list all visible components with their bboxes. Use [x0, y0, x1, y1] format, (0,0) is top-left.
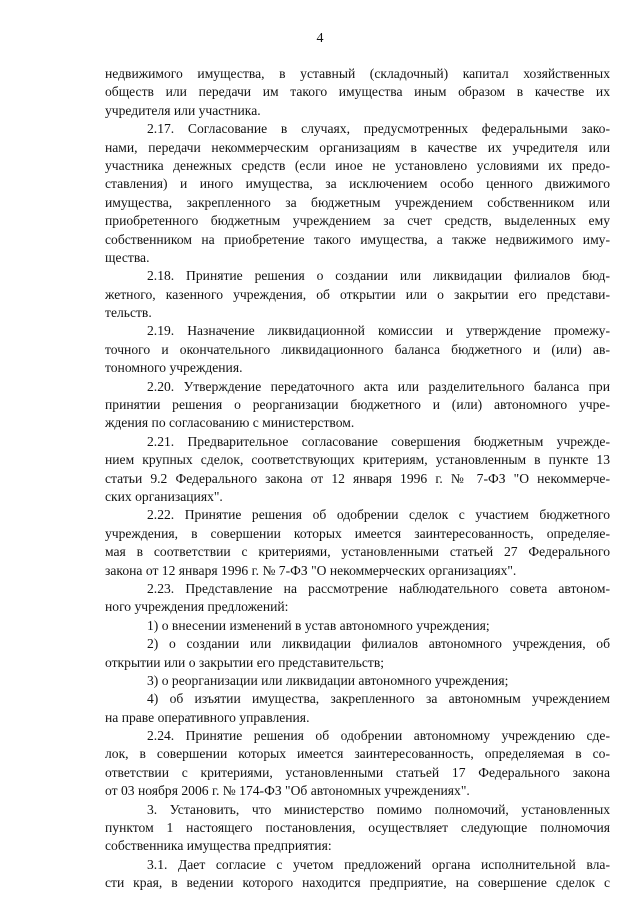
- text-line: закона от 12 января 1996 г. № 7-ФЗ "О некоммерческих организациях".: [105, 562, 517, 578]
- text-line: ских организациях".: [105, 488, 223, 504]
- text-line: имущества, закрепленного за бюджетным учреждением собственником или: [105, 194, 610, 210]
- text-line: принятии решения о реорганизации бюджетного и (или) автономного учре-: [105, 397, 610, 413]
- text-line: 2.18. Принятие решения о создании или ликвидации филиалов бюд-: [147, 268, 610, 284]
- text-line: 3. Установить, что министерство помимо полномочий, установленных: [147, 801, 610, 817]
- text-line: нием крупных сделок, соответствующих критериям, установленным в пункте 13: [105, 452, 610, 468]
- text-line: щества.: [105, 249, 150, 265]
- text-line: сти края, в ведении которого находится предприятие, на совершение сделок с: [105, 875, 610, 891]
- document-body: [105, 65, 610, 893]
- text-line: нами, передачи некоммерческим организациям в качестве их учредителя или: [105, 139, 610, 155]
- text-line: 3.1. Дает согласие с учетом предложений органа исполнительной вла-: [147, 856, 610, 872]
- text-line: мая в соответствии с критериями, установленными статьей 27 Федерального: [105, 544, 610, 560]
- text-line: жетного, казенного учреждения, об открытии или о закрытии его представи-: [105, 286, 610, 302]
- page-number: 4: [316, 31, 324, 46]
- text-line: 2.23. Представление на рассмотрение наблюдательного совета автоном-: [147, 580, 610, 596]
- text-line: 2) о создании или ликвидации филиалов автономного учреждения, об: [147, 636, 610, 652]
- text-line: статьи 9.2 Федерального закона от 12 января 1996 г. № 7-ФЗ "О некоммерче-: [105, 470, 610, 486]
- text-line: учредителя или участника.: [105, 102, 261, 118]
- text-line: 2.19. Назначение ликвидационной комиссии и утверждение промежу-: [147, 323, 610, 339]
- text-line: лок, в совершении которых имеется заинтересованность, определяемая в со-: [105, 746, 610, 762]
- text-line: 2.24. Принятие решения об одобрении автономному учреждению сде-: [147, 728, 610, 744]
- text-line: точного и окончательного ликвидационного баланса бюджетного и (или) ав-: [105, 341, 610, 357]
- text-line: на праве оперативного управления.: [105, 709, 310, 725]
- text-line: 3) о реорганизации или ликвидации автономного учреждения;: [147, 672, 509, 688]
- text-line: обществ или передачи им такого имущества иным образом в качестве их: [105, 84, 610, 100]
- text-line: 1) о внесении изменений в устав автономного учреждения;: [147, 617, 490, 633]
- text-line: 2.17. Согласование в случаях, предусмотренных федеральными зако-: [147, 121, 610, 137]
- text-line: собственником на приобретение такого имущества, а также недвижимого иму-: [105, 231, 610, 247]
- text-line: пунктом 1 настоящего постановления, осуществляет следующие полномочия: [105, 820, 610, 836]
- text-line: 4) об изъятии имущества, закрепленного за автономным учреждением: [147, 691, 610, 707]
- text-line: 2.22. Принятие решения об одобрении сделок с участием бюджетного: [147, 507, 610, 523]
- text-line: 2.20. Утверждение передаточного акта или разделительного баланса при: [147, 378, 610, 394]
- text-line: участника денежных средств (если иное не установлено условиями их предо-: [105, 157, 610, 173]
- text-line: учреждения, в совершении которых имеется заинтересованность, определяе-: [105, 525, 610, 541]
- text-line: приобретенного бюджетным учреждением за счет средств, выделенных ему: [105, 213, 610, 229]
- text-line: открытии или о закрытии его представительств;: [105, 654, 385, 670]
- text-line: 2.21. Предварительное согласование совершения бюджетным учрежде-: [147, 433, 610, 449]
- text-line: ответствии с критериями, установленными статьей 17 Федерального закона: [105, 764, 610, 780]
- text-line: от 03 ноября 2006 г. № 174-ФЗ "Об автономных учреждениях".: [105, 783, 470, 799]
- text-line: ставления) и иного имущества, за исключением особо ценного движимого: [105, 176, 610, 192]
- text-line: недвижимого имущества, в уставный (складочный) капитал хозяйственных: [105, 66, 610, 81]
- text-line: ного учреждения предложений:: [105, 599, 289, 615]
- text-line: собственника имущества предприятия:: [105, 838, 332, 854]
- text-line: тономного учреждения.: [105, 360, 243, 376]
- text-line: тельств.: [105, 305, 152, 321]
- text-line: ждения по согласованию с министерством.: [105, 415, 355, 431]
